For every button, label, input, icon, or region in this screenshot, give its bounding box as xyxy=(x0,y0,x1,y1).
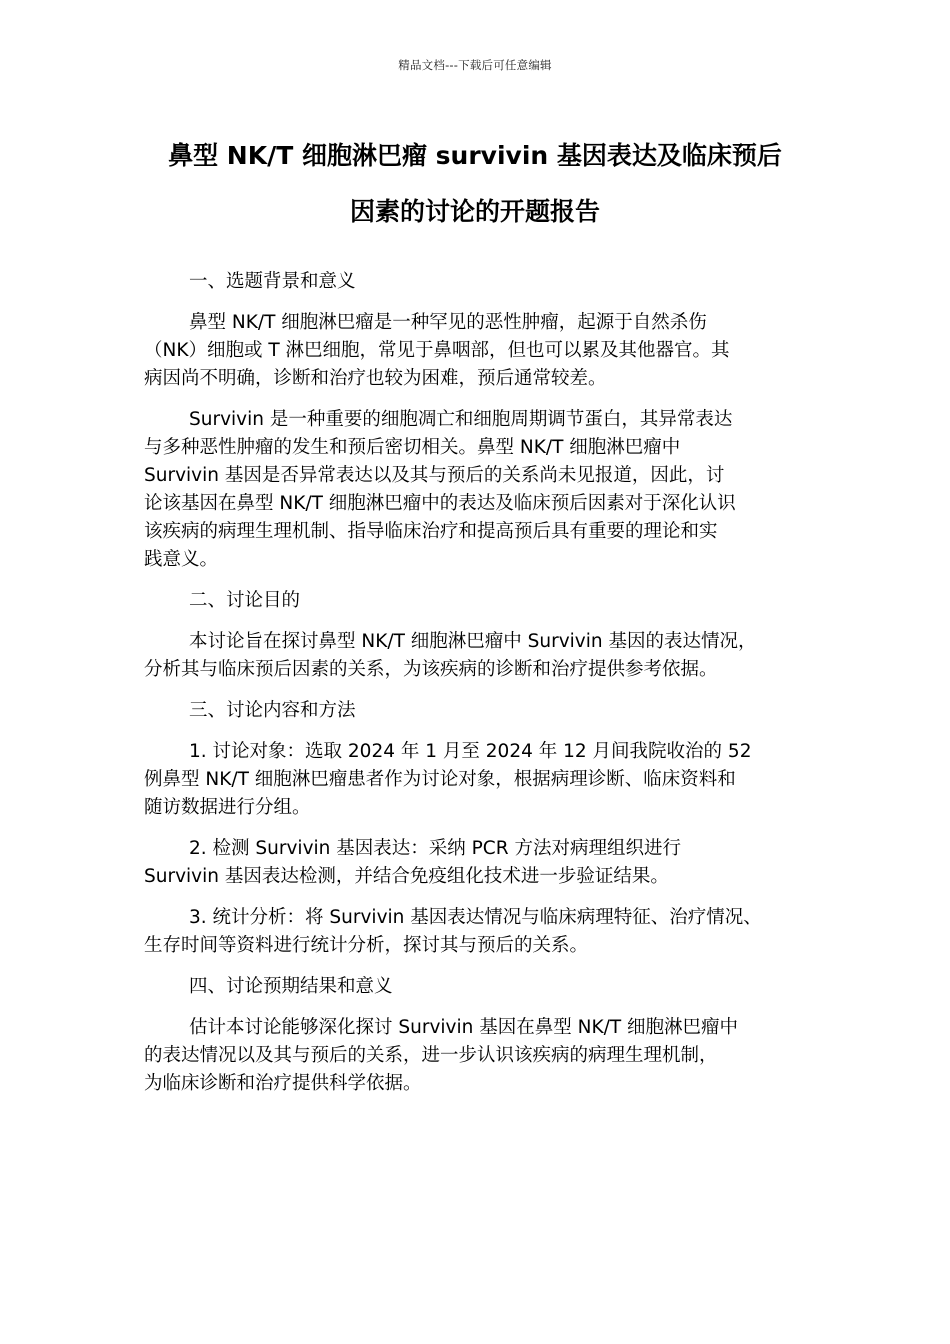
document-title xyxy=(120,128,830,240)
paragraph-line: 例鼻型 NK/T 细胞淋巴瘤患者作为讨论对象，根据病理诊断、临床资料和 xyxy=(144,769,736,790)
paragraph-line: 鼻型 NK/T 细胞淋巴瘤是一种罕见的恶性肿瘤，起源于自然杀伤 xyxy=(189,312,707,333)
paragraph-line: 本讨论旨在探讨鼻型 NK/T 细胞淋巴瘤中 Survivin 基因的表达情况， xyxy=(189,631,757,652)
body-paragraph xyxy=(144,1014,816,1098)
paragraph-line: 随访数据进行分组。 xyxy=(144,797,311,818)
body-paragraph xyxy=(144,309,816,393)
body-paragraph xyxy=(144,628,816,684)
paragraph-line: 2. 检测 Survivin 基因表达：采纳 PCR 方法对病理组织进行 xyxy=(189,838,681,859)
paragraph-line: 为临床诊断和治疗提供科学依据。 xyxy=(144,1073,422,1094)
title-line-1: 鼻型 NK/T 细胞淋巴瘤 survivin 基因表达及临床预后 xyxy=(168,141,782,170)
title-line-2: 因素的讨论的开题报告 xyxy=(349,197,600,226)
body-paragraph xyxy=(144,904,816,960)
paragraph-line: 论该基因在鼻型 NK/T 细胞淋巴瘤中的表达及临床预后因素对于深化认识 xyxy=(144,493,736,514)
paragraph-line: 3. 统计分析：将 Survivin 基因表达情况与临床病理特征、治疗情况、 xyxy=(189,907,762,928)
body-paragraph xyxy=(144,738,816,822)
section-heading: 二、讨论目的 xyxy=(189,590,301,611)
paragraph-line: 的表达情况以及其与预后的关系，进一步认识该疾病的病理生理机制， xyxy=(144,1045,718,1066)
paragraph-line: 1. 讨论对象：选取 2024 年 1 月至 2024 年 12 月间我院收治的 52 xyxy=(189,741,752,762)
paragraph-line: 践意义。 xyxy=(144,549,219,570)
header-note: 精品文档---下载后可任意编辑 xyxy=(398,58,552,72)
paragraph-line: Survivin 基因是否异常表达以及其与预后的关系尚未见报道，因此，讨 xyxy=(144,465,725,486)
paragraph-line: 估计本讨论能够深化探讨 Survivin 基因在鼻型 NK/T 细胞淋巴瘤中 xyxy=(189,1017,739,1038)
body-paragraph xyxy=(144,835,816,891)
paragraph-line: 生存时间等资料进行统计分析，探讨其与预后的关系。 xyxy=(144,935,589,956)
section-heading: 一、选题背景和意义 xyxy=(189,271,356,292)
paragraph-line: 该疾病的病理生理机制、指导临床治疗和提高预后具有重要的理论和实 xyxy=(144,521,718,542)
paragraph-line: 分析其与临床预后因素的关系，为该疾病的诊断和治疗提供参考依据。 xyxy=(144,659,718,680)
paragraph-line: （NK）细胞或 T 淋巴细胞，常见于鼻咽部，但也可以累及其他器官。其 xyxy=(144,340,730,361)
body-paragraph xyxy=(144,406,816,574)
section-heading: 三、讨论内容和方法 xyxy=(189,700,356,721)
paragraph-line: Survivin 基因表达检测，并结合免疫组化技术进一步验证结果。 xyxy=(144,866,669,887)
document-body xyxy=(144,268,816,1111)
paragraph-line: Survivin 是一种重要的细胞凋亡和细胞周期调节蛋白，其异常表达 xyxy=(189,409,733,430)
section-heading: 四、讨论预期结果和意义 xyxy=(189,976,393,997)
paragraph-line: 病因尚不明确，诊断和治疗也较为困难，预后通常较差。 xyxy=(144,368,607,389)
paragraph-line: 与多种恶性肿瘤的发生和预后密切相关。鼻型 NK/T 细胞淋巴瘤中 xyxy=(144,437,681,458)
